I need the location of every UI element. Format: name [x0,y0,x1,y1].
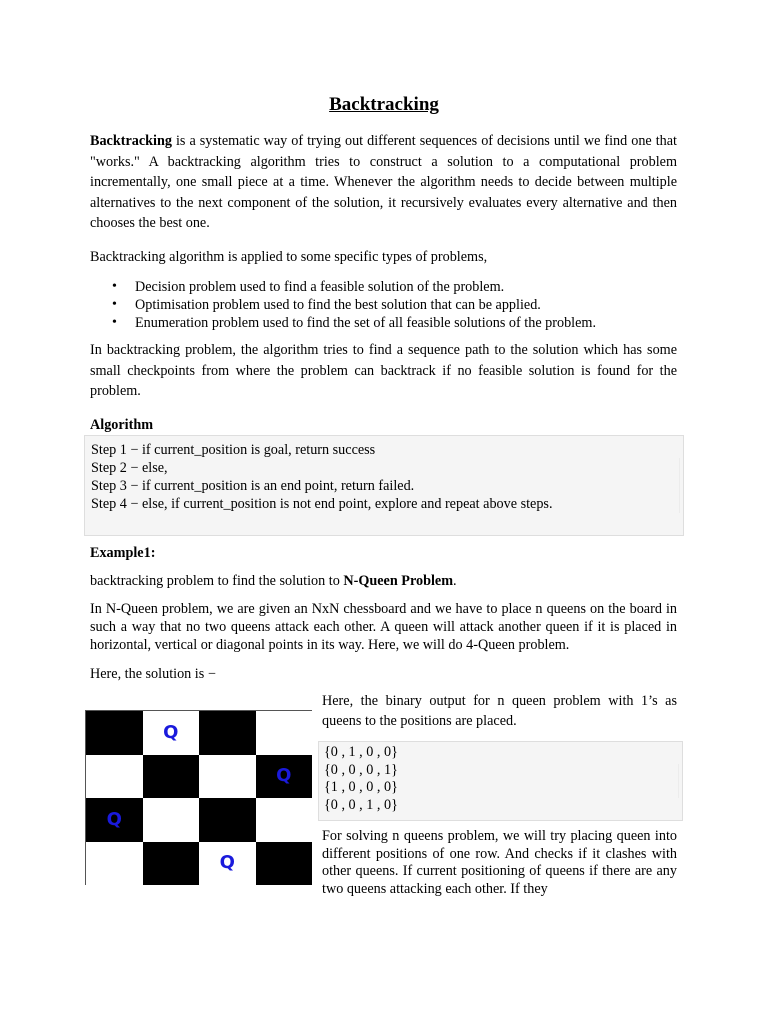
applied-paragraph: Backtracking algorithm is applied to some specific types of problems, [90,249,488,265]
board-cell [199,798,256,842]
code-block-edge [679,458,680,513]
binary-output-paragraph: Here, the binary output for n queen problem with 1’s as queens to the positions are placed. [322,693,677,729]
example-intro-bold: N-Queen Problem [343,573,454,589]
matrix-row: {0 , 0 , 0 , 1} [324,761,398,778]
intro-text: is a systematic way of trying out different sequences of decisions until we find one that "works." A backtracking algorithm tries to construct a solution to a computational problem incrementally, one small piece at a time. Whenever the algorithm needs to decide between multiple alternatives to the next component of the solution, it recursively evaluates every alternative and then chooses the best one. [90,133,677,232]
matrix-code-block [318,741,683,821]
algorithm-step: Step 4 − else, if current_position is not end point, explore and repeat above steps. [91,496,553,512]
solving-paragraph: For solving n queens problem, we will try placing queen into different positions of one row. And checks if it clashes with other queens. If current positioning of queens if there are any two queens attacking each other. If they [322,828,677,897]
nqueen-description: In N-Queen problem, we are given an NxN chessboard and we have to place n queens on the board in such a way that no two queens attack each other. A queen will attack another queen if it is placed in horizontal, vertical or diagonal points in its way. Here, we will do 4-Queen problem. [90,601,677,654]
board-cell [143,755,200,799]
board-cell [199,842,256,886]
example-intro-suffix: . [453,573,457,589]
solution-label: Here, the solution is − [90,666,216,682]
algorithm-step: Step 1 − if current_position is goal, return success [91,442,376,458]
page-title: Backtracking [329,94,439,115]
example-intro [90,571,677,592]
board-cell [256,755,313,799]
algorithm-code-block [84,435,684,536]
board-cell [86,755,143,799]
algorithm-heading: Algorithm [90,417,154,433]
list-item: • Optimisation problem used to find the best solution that can be applied. [90,296,677,314]
intro-term: Backtracking [90,133,172,149]
algorithm-step: Step 2 − else, [91,460,168,476]
matrix-row: {0 , 0 , 1 , 0} [324,796,398,813]
problem-types-list [90,278,677,332]
queen-marker: Q [219,852,235,874]
board-cell [143,711,200,755]
list-item: • Decision problem used to find a feasible solution of the problem. [90,278,677,296]
board-cell [86,711,143,755]
board-cell [143,798,200,842]
board-cell [256,798,313,842]
chessboard [85,710,312,885]
intro-paragraph [90,131,677,234]
matrix-row: {0 , 1 , 0 , 0} [324,744,398,760]
board-cell [256,842,313,886]
queen-marker: Q [106,808,122,830]
example-heading: Example1: [90,545,156,561]
board-cell [199,711,256,755]
queen-marker: Q [276,765,292,787]
list-item: • Enumeration problem used to find the set of all feasible solutions of the problem. [90,314,677,332]
queen-marker: Q [163,721,179,743]
code-block-edge [678,764,679,798]
example-intro-prefix: backtracking problem to find the solution to [90,573,344,589]
board-cell [256,711,313,755]
algorithm-step: Step 3 − if current_position is an end point, return failed. [91,478,415,494]
board-cell [143,842,200,886]
matrix-row: {1 , 0 , 0 , 0} [324,779,398,795]
board-cell [86,842,143,886]
board-cell [86,798,143,842]
backtrack-paragraph: In backtracking problem, the algorithm tries to find a sequence path to the solution which has some small checkpoints from where the problem can backtrack if no feasible solution is found for the problem. [90,342,677,400]
board-cell [199,755,256,799]
